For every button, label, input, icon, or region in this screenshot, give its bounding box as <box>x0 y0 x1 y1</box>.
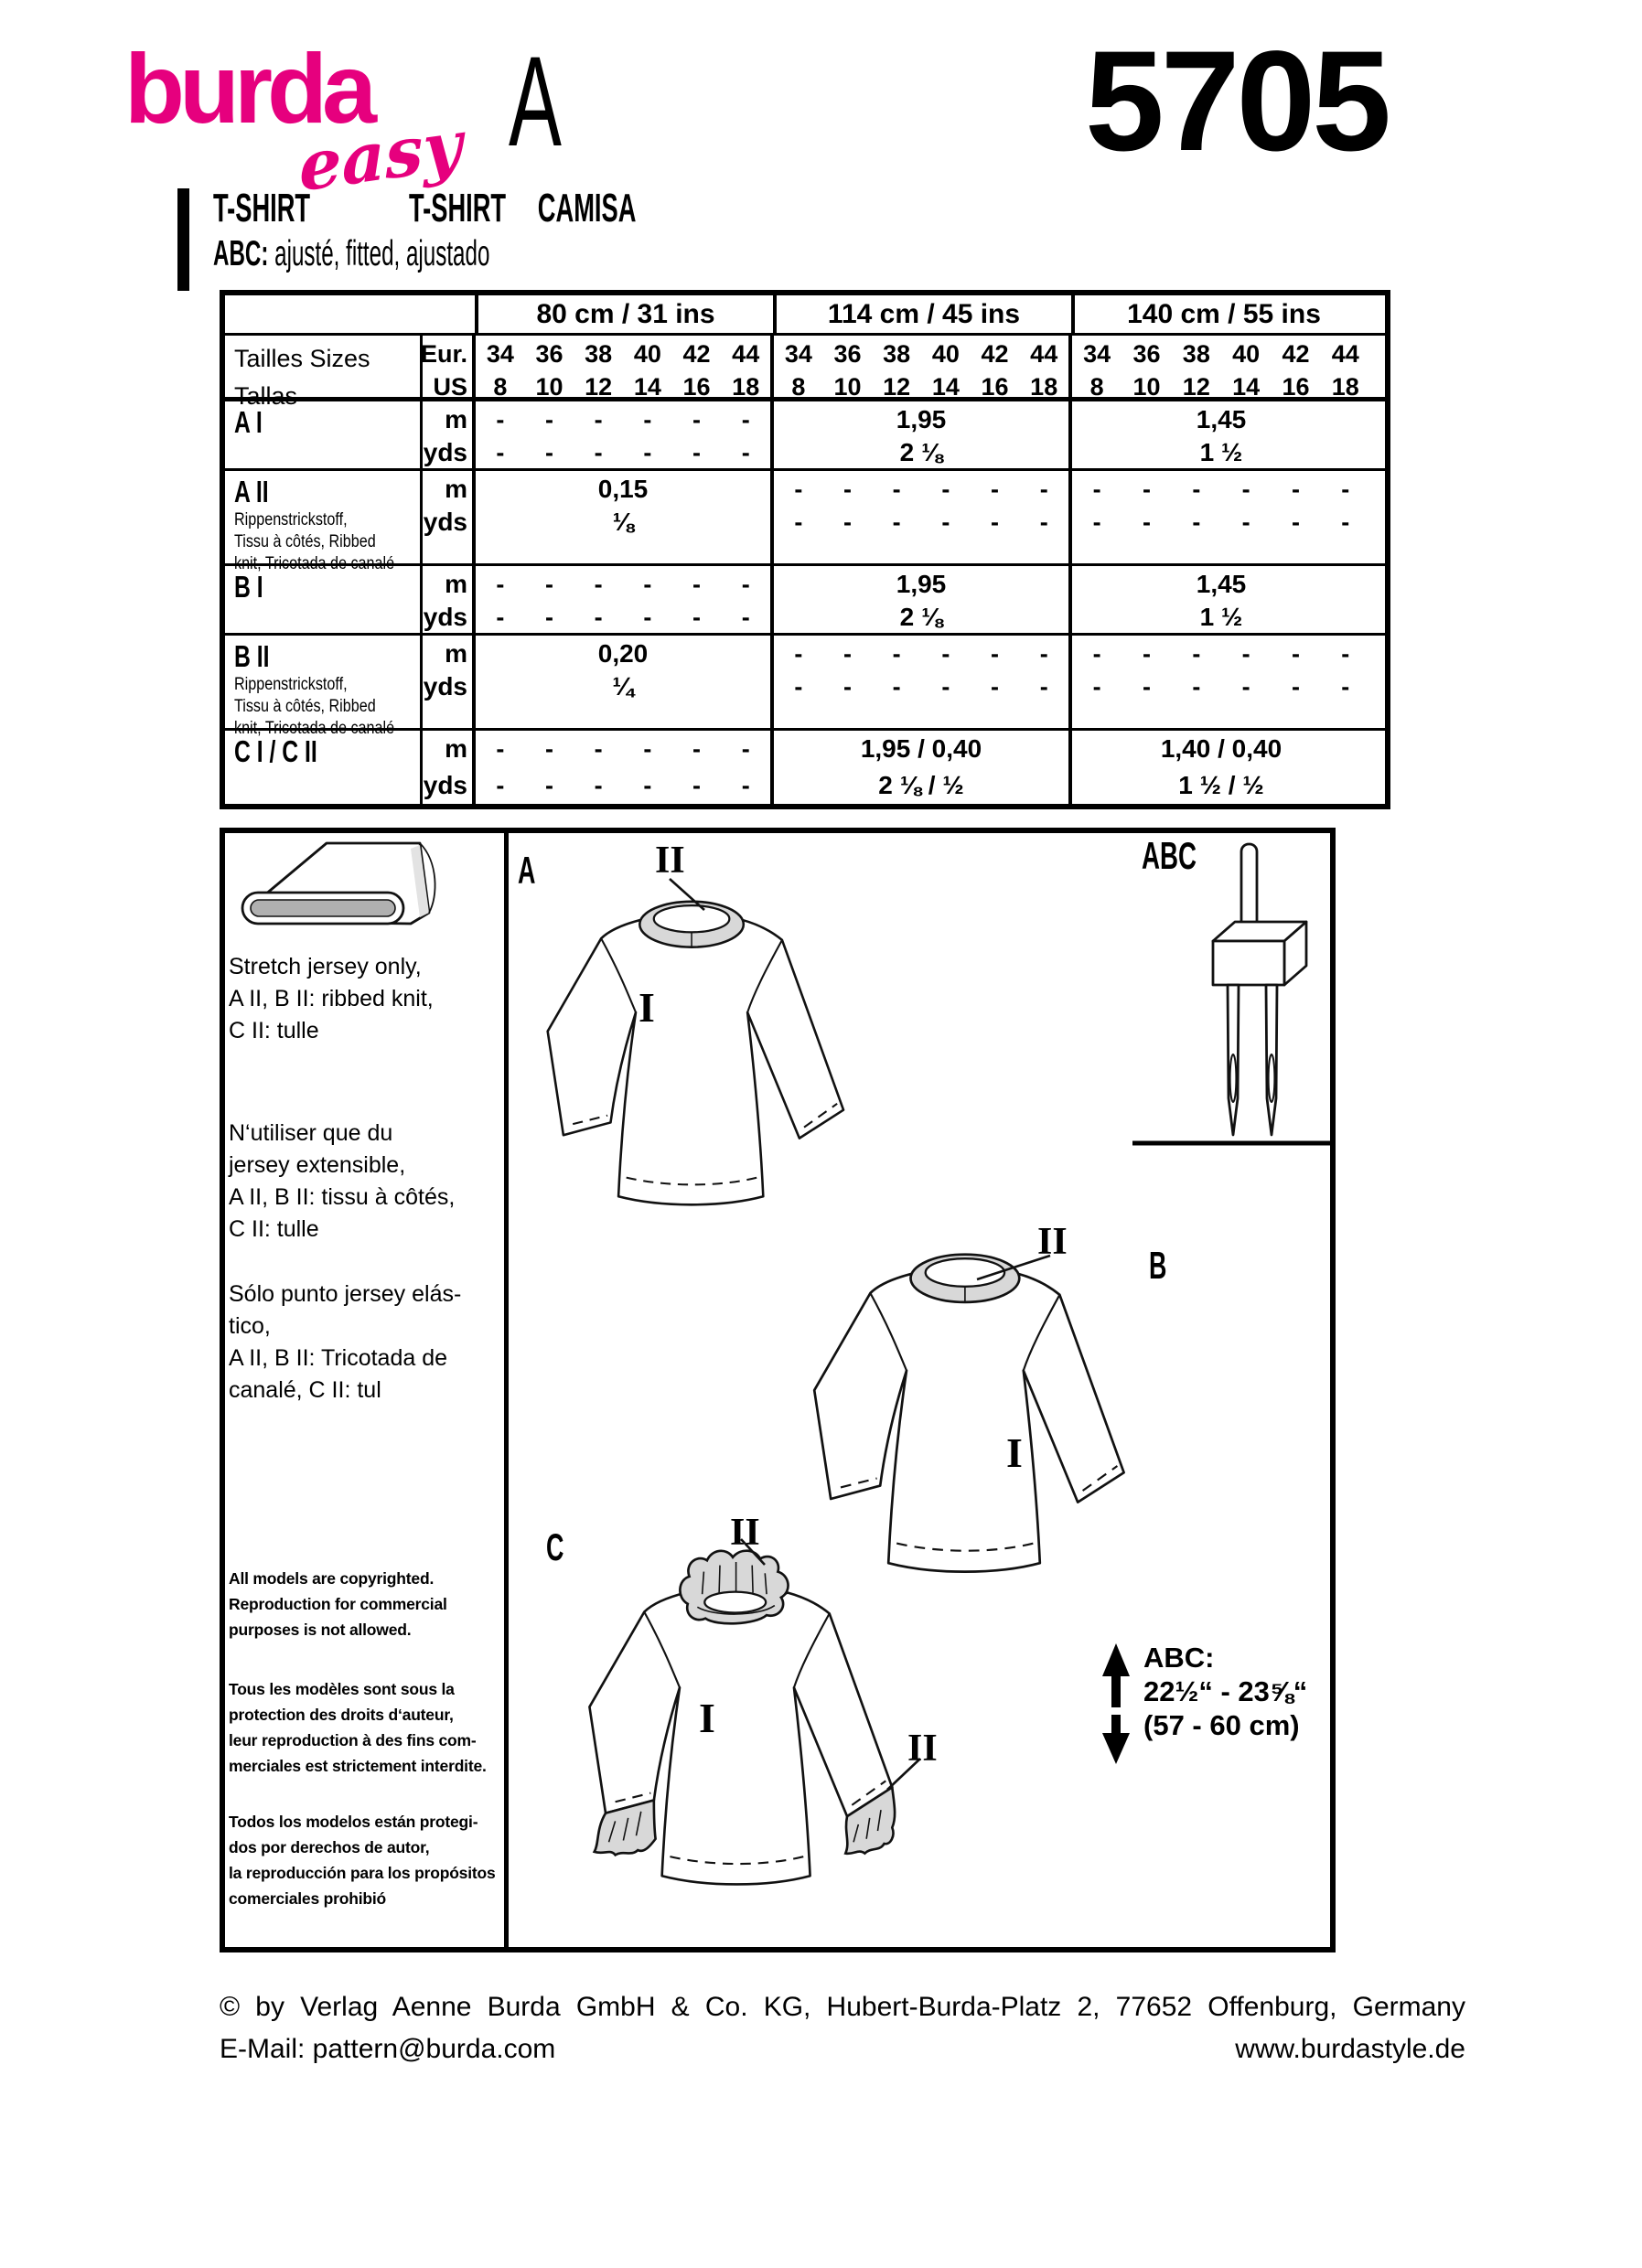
sizes-140cm: 34 36 38 40 42 44 8 10 12 14 16 18 <box>1083 340 1359 401</box>
fit-text: ajusté, fitted, ajustado <box>268 234 490 273</box>
length-note-label: ABC: <box>1143 1642 1215 1674</box>
fabric-note-en: Stretch jersey only, A II, B II: ribbed knit, C II: tulle <box>229 954 434 1043</box>
col-group-80cm: 80 cm / 31 ins <box>536 299 715 329</box>
title-spanish: CAMISA <box>537 186 637 230</box>
shirt-c-drawing <box>589 1551 895 1885</box>
copyright-es: Todos los modelos están protegi- dos por derechos de autor, la reproducción para los propósitos comerciales prohibió <box>229 1813 496 1908</box>
garment-length-note <box>1143 1641 1307 1742</box>
row-label: C I / C II <box>234 734 317 768</box>
table-row: B I m yds - - - - - - - - - - - - 1,95 2 ⅛ 1,45 1 ½ <box>225 566 1385 636</box>
easy-logo-script: easy <box>297 105 464 208</box>
shirt-c-cuff-label: II <box>907 1728 938 1770</box>
length-arrow-icon <box>1102 1643 1130 1764</box>
length-note-cm: (57 - 60 cm) <box>1143 1709 1300 1741</box>
row-label: A I <box>234 405 263 439</box>
view-c-label: C <box>546 1525 564 1568</box>
shirt-c-collar-label: II <box>730 1512 760 1554</box>
sizes-114cm: 34 36 38 40 42 44 8 10 12 14 16 18 <box>774 336 1072 397</box>
website-text: www.burdastyle.de <box>1235 2034 1465 2064</box>
sizes-80cm: 34 36 38 40 42 44 8 10 12 14 16 18 <box>476 336 774 397</box>
twin-needle-icon <box>1213 844 1306 1135</box>
table-row: A II Rippenstrickstoff, Tissu à côtés, Ribbed knit, Tricotada de canalé m yds 0,15 ⅛ - - - - - - - - - - - - - - - - - - - - - - - - <box>225 471 1385 566</box>
sizes-label-cell <box>225 336 423 410</box>
length-note-inches: 22½“ - 23⅝“ <box>1143 1675 1308 1707</box>
row-label: A II <box>234 475 269 508</box>
shirt-c-main-label: I <box>699 1695 715 1741</box>
title-english-spanish <box>409 186 776 231</box>
title-accent-bar <box>177 188 189 291</box>
row-label: B II <box>234 639 270 673</box>
view-a-label: A <box>518 849 536 892</box>
sizes-label-line1: Tailles Sizes <box>234 345 370 372</box>
view-b-label: B <box>1149 1244 1167 1287</box>
row-label: B I <box>234 570 263 604</box>
sizes-unit-cell <box>420 336 476 401</box>
shirt-b-contrast-label: II <box>1037 1221 1068 1263</box>
shirt-a-contrast-label: II <box>655 840 685 882</box>
fit-label: ABC: <box>213 234 269 273</box>
title-english: T-SHIRT <box>409 186 507 230</box>
burda-logo: burda <box>124 33 372 144</box>
shirt-a-main-label: I <box>639 984 655 1031</box>
copyright-fr: Tous les modèles sont sous la protection des droits d‘auteur, leur reproduction à des fins com- merciales est strictement interdite. <box>229 1680 487 1775</box>
title-german: T-SHIRT <box>213 186 311 230</box>
contact-line <box>220 2034 1465 2065</box>
unit-us: US <box>433 373 467 401</box>
table-width-header-row <box>225 295 1385 336</box>
table-row: A I m yds - - - - - - - - - - - - 1,95 2 ⅛ 1,45 1 ½ <box>225 401 1385 471</box>
yardage-table <box>220 290 1390 809</box>
col-group-140cm: 140 cm / 55 ins <box>1127 299 1321 329</box>
fabric-note-es: Sólo punto jersey elás- tico, A II, B II: Tricotada de canalé, C II: tul <box>229 1281 462 1403</box>
col-group-114cm: 114 cm / 45 ins <box>827 299 1021 329</box>
view-letter-heading: A <box>509 29 562 173</box>
fit-description <box>213 234 660 274</box>
email-text: E-Mail: pattern@burda.com <box>220 2034 556 2064</box>
garment-drawings <box>509 833 1336 1952</box>
publisher-line: © by Verlag Aenne Burda GmbH & Co. KG, Hubert-Burda-Platz 2, 77652 Offenburg, Germany <box>220 1992 1465 2022</box>
sizes-label-line2: Tallas <box>234 382 298 410</box>
pattern-number: 5705 <box>1085 22 1389 181</box>
table-row: C I / C II m yds - - - - - - - - - - - - 1,95 / 0,40 2 ⅛ / ½ 1,40 / 0,40 1 ½ / ½ <box>225 731 1385 804</box>
corner-cell <box>225 295 478 333</box>
unit-eur: Eur. <box>420 340 467 368</box>
fabric-note-fr: N‘utiliser que du jersey extensible, A II, B II: tissu à côtés, C II: tulle <box>229 1120 456 1242</box>
needle-views-label: ABC <box>1142 834 1197 877</box>
table-row: B II Rippenstrickstoff, Tissu à côtés, Ribbed knit, Tricotada de canalé m yds 0,20 ¼ - - - - - - - - - - - - - - - - - - - - - - - - <box>225 636 1385 731</box>
fabric-bolt-icon <box>231 834 466 933</box>
shirt-a-drawing <box>548 902 843 1205</box>
table-sizes-header-row <box>225 336 1385 410</box>
shirt-b-drawing <box>814 1255 1123 1572</box>
shirt-b-main-label: I <box>1006 1429 1023 1476</box>
copyright-en: All models are copyrighted. Reproduction for commercial purposes is not allowed. <box>229 1569 447 1639</box>
